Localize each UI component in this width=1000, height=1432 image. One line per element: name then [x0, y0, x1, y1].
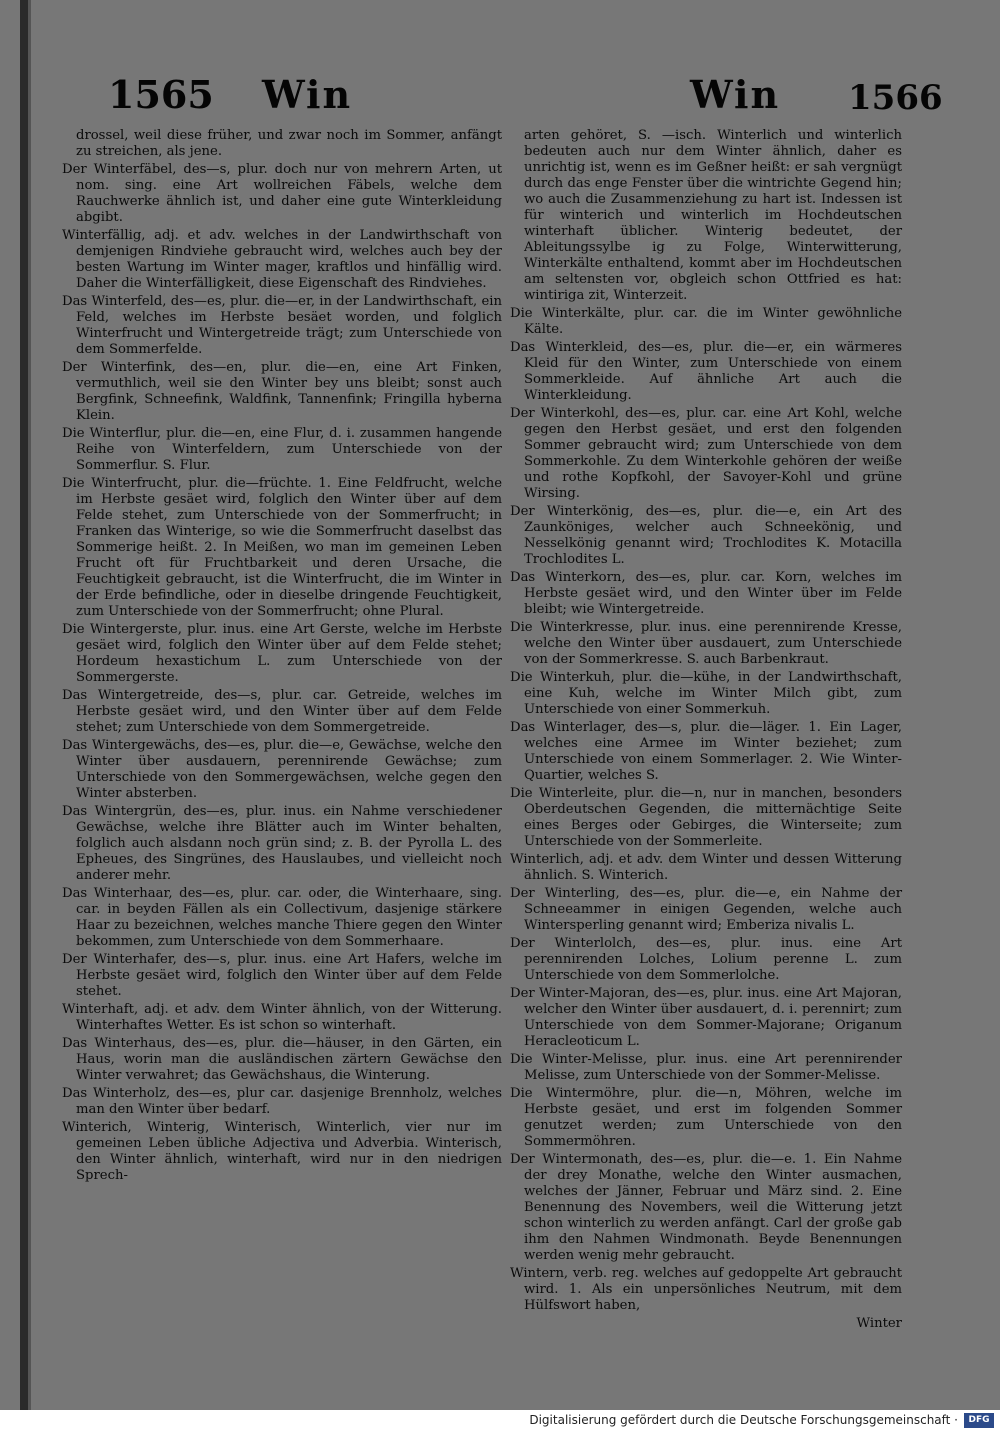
- dfg-logo-icon[interactable]: DFG: [964, 1413, 994, 1428]
- dictionary-entry: arten gehöret, S. —isch. Winterlich und winterlich bedeuten auch nur dem Winter ähnlich, daher es unrichtig ist, wenn es im Geßner heißt: er sah vergnügt durch das enge Fenster über die wintrichte Gegend hin; wo auch die Zusammenziehung zu hart ist. Indessen ist für winterich und winterlich im Hochdeutschen winterhaft üblicher. Winterig bedeutet, der Ableitungssylbe ig zu Folge, Winterwitterung, Winterkälte enthaltend, kommt aber im Hochdeutschen am seltensten vor, obgleich schon Ottfried es hat: wintiriga zit, Winterzeit.: [524, 128, 902, 303]
- dictionary-entry: Winterhaft, adj. et adv. dem Winter ähnlich, von der Witterung. Winterhaftes Wetter. Es ist schon so winterhaft.: [62, 1002, 502, 1033]
- dictionary-entry: Die Winterkuh, plur. die—kühe, in der Landwirthschaft, eine Kuh, welche im Winter Milch gibt, zum Unterschiede von einer Sommerkuh.: [510, 670, 902, 717]
- dictionary-entry: Die Winterkresse, plur. inus. eine perennirende Kresse, welche den Winter über ausdauert, zum Unterschiede von der Sommerkresse. S. auch Barbenkraut.: [510, 620, 902, 667]
- funding-credit: Digitalisierung gefördert durch die Deutsche Forschungsgemeinschaft ·: [529, 1413, 958, 1427]
- dictionary-entry: Der Winterhafer, des—s, plur. inus. eine Art Hafers, welche im Herbste gesäet wird, folglich den Winter über auf dem Felde stehet.: [62, 952, 502, 999]
- dictionary-entry: Die Wintergerste, plur. inus. eine Art Gerste, welche im Herbste gesäet wird, folglich den Winter über auf dem Felde stehet; Hordeum hexastichum L. zum Unterschiede von der Sommergerste.: [62, 622, 502, 685]
- dictionary-entry: Winterlich, adj. et adv. dem Winter und dessen Witterung ähnlich. S. Winterich.: [510, 852, 902, 883]
- dictionary-entry: Der Winterkönig, des—es, plur. die—e, ein Art des Zaunköniges, welcher auch Schneekönig, und Nesselkönig genannt wird; Trochlodites K. Motacilla Trochlodites L.: [510, 504, 902, 567]
- dictionary-entry: Der Winterkohl, des—es, plur. car. eine Art Kohl, welche gegen den Herbst gesäet, und erst den folgenden Sommer gebraucht wird; zum Unterschiede von dem Sommerkohle. Zu dem Winterkohle gehören der weiße und rothe Kopfkohl, der Savoyer-Kohl und grüne Wirsing.: [510, 406, 902, 501]
- catchword: Winter: [856, 1316, 902, 1331]
- footer-bar: [0, 1410, 1000, 1432]
- left-running-head: Win: [262, 72, 353, 117]
- page-binding-edge-highlight: [28, 0, 31, 1410]
- dictionary-entry: Das Winterlager, des—s, plur. die—läger. 1. Ein Lager, welches eine Armee im Winter beziehet; zum Unterschiede von einem Sommerlager. 2. Wie Winter-Quartier, welches S.: [510, 720, 902, 783]
- left-column: [62, 128, 502, 1186]
- dictionary-entry: Die Winter-Melisse, plur. inus. eine Art perennirender Melisse, zum Unterschiede von der Sommer-Melisse.: [510, 1052, 902, 1083]
- dictionary-entry: Das Winterhaar, des—es, plur. car. oder, die Winterhaare, sing. car. in beyden Fällen als ein Collectivum, dasjenige stärkere Haar zu bezeichnen, welches manche Thiere gegen den Winter bekommen, zum Unterschiede von dem Sommerhaare.: [62, 886, 502, 949]
- dictionary-entry: Die Wintermöhre, plur. die—n, Möhren, welche im Herbste gesäet, und erst im folgenden Sommer genutzet werden; zum Unterschiede von den Sommermöhren.: [510, 1086, 902, 1149]
- dictionary-entry: Das Wintergewächs, des—es, plur. die—e, Gewächse, welche den Winter über ausdauern, perennirende Gewächse; zum Unterschiede von den Sommergewächsen, welche gegen den Winter absterben.: [62, 738, 502, 801]
- dictionary-entry: Wintern, verb. reg. welches auf gedoppelte Art gebraucht wird. 1. Als ein unpersönliches Neutrum, mit dem Hülfswort haben,: [510, 1266, 902, 1313]
- dictionary-entry: Das Winterhaus, des—es, plur. die—häuser, in den Gärten, ein Haus, worin man die ausländischen zärtern Gewächse den Winter verwahret; das Gewächshaus, die Winterung.: [62, 1036, 502, 1083]
- dictionary-entry: Winterich, Winterig, Winterisch, Winterlich, vier nur im gemeinen Leben übliche Adjectiva und Adverbia. Winterisch, den Winter ähnlich, winterhaft, wird nur in den niedrigen Sprech-: [62, 1120, 502, 1183]
- dictionary-entry: Der Winterling, des—es, plur. die—e, ein Nahme der Schneeammer in einigen Gegenden, welche auch Wintersperling genannt wird; Emberiza nivalis L.: [510, 886, 902, 933]
- dictionary-entry: Das Wintergrün, des—es, plur. inus. ein Nahme verschiedener Gewächse, welche ihre Blätter auch im Winter behalten, folglich auch alsdann noch grün sind; z. B. der Pyrolla L. des Epheues, des Singrünes, des Hauslaubes, und vielleicht noch anderer mehr.: [62, 804, 502, 883]
- right-column: [510, 128, 902, 1332]
- left-page-number: 1565: [108, 72, 214, 117]
- dictionary-entry: Das Winterfeld, des—es, plur. die—er, in der Landwirthschaft, ein Feld, welches im Herbste besäet worden, und folglich Winterfrucht und Wintergetreide trägt; zum Unterschiede von dem Sommerfelde.: [62, 294, 502, 357]
- dictionary-entry: Winterfällig, adj. et adv. welches in der Landwirthschaft von demjenigen Rindviehe gebraucht wird, welches auch bey der besten Wartung im Winter mager, kraftlos und hinfällig wird. Daher die Winterfälligkeit, diese Eigenschaft des Rindviehes.: [62, 228, 502, 291]
- dictionary-entry: Das Winterkorn, des—es, plur. car. Korn, welches im Herbste gesäet wird, und den Winter über im Felde bleibt; wie Wintergetreide.: [510, 570, 902, 617]
- dictionary-entry: Das Wintergetreide, des—s, plur. car. Getreide, welches im Herbste gesäet wird, und den Winter über auf dem Felde stehet; zum Unterschiede von dem Sommergetreide.: [62, 688, 502, 735]
- dictionary-entry: Der Winterlolch, des—es, plur. inus. eine Art perennirenden Lolches, Lolium perenne L. zum Unterschiede von dem Sommerlolche.: [510, 936, 902, 983]
- right-page-number: 1566: [848, 78, 943, 118]
- dictionary-entry: Der Winterfink, des—en, plur. die—en, eine Art Finken, vermuthlich, weil sie den Winter bey uns bleibt; sonst auch Bergfink, Schneefink, Waldfink, Tannenfink; Fringilla hyberna Klein.: [62, 360, 502, 423]
- dictionary-entry: Der Winterfäbel, des—s, plur. doch nur von mehrern Arten, ut nom. sing. eine Art wollreichen Fäbels, welche dem Rauchwerke ähnlich ist, und daher eine gute Winterkleidung abgibt.: [62, 162, 502, 225]
- dictionary-entry: Die Winterleite, plur. die—n, nur in manchen, besonders Oberdeutschen Gegenden, die mitternächtige Seite eines Berges oder Gebirges, die Winterseite; zum Unterschiede von der Sommerleite.: [510, 786, 902, 849]
- dictionary-entry: Die Winterfrucht, plur. die—früchte. 1. Eine Feldfrucht, welche im Herbste gesäet wird, folglich den Winter über auf dem Felde stehet, zum Unterschiede von der Sommerfrucht; in Franken das Winterige, so wie die Sommerfrucht daselbst das Sommerige heißt. 2. In Meißen, wo man im gemeinen Leben Frucht oft für Fruchtbarkeit und deren Ursache, die Feuchtigkeit gebraucht, ist die Winterfrucht, die im Winter in der Erde befindliche, oder in dieselbe dringende Feuchtigkeit, zum Unterschiede von der Sommerfrucht; ohne Plural.: [62, 476, 502, 619]
- right-running-head: Win: [690, 72, 781, 117]
- dictionary-entry: Die Winterflur, plur. die—en, eine Flur, d. i. zusammen hangende Reihe von Winterfeldern, zum Unterschiede von der Sommerflur. S. Flur.: [62, 426, 502, 473]
- dictionary-entry: Das Winterkleid, des—es, plur. die—er, ein wärmeres Kleid für den Winter, zum Unterschiede von einem Sommerkleide. Auf ähnliche Art auch die Winterkleidung.: [510, 340, 902, 403]
- dictionary-entry: Der Winter-Majoran, des—es, plur. inus. eine Art Majoran, welcher den Winter über ausdauert, d. i. perennirt; zum Unterschiede von dem Sommer-Majorane; Origanum Heracleoticum L.: [510, 986, 902, 1049]
- dictionary-entry: drossel, weil diese früher, und zwar noch im Sommer, anfängt zu streichen, als jene.: [76, 128, 502, 159]
- dictionary-entry: Die Winterkälte, plur. car. die im Winter gewöhnliche Kälte.: [510, 306, 902, 337]
- dictionary-entry: Der Wintermonath, des—es, plur. die—e. 1. Ein Nahme der drey Monathe, welche den Winter ausmachen, welches der Jänner, Februar und März sind. 2. Eine Benennung des Novembers, weil die Witterung jetzt schon winterlich zu werden anfängt. Carl der große gab ihm den Nahmen Windmonath. Beyde Benennungen werden wenig mehr gebraucht.: [510, 1152, 902, 1263]
- dictionary-entry: Das Winterholz, des—es, plur car. dasjenige Brennholz, welches man den Winter über bedarf.: [62, 1086, 502, 1117]
